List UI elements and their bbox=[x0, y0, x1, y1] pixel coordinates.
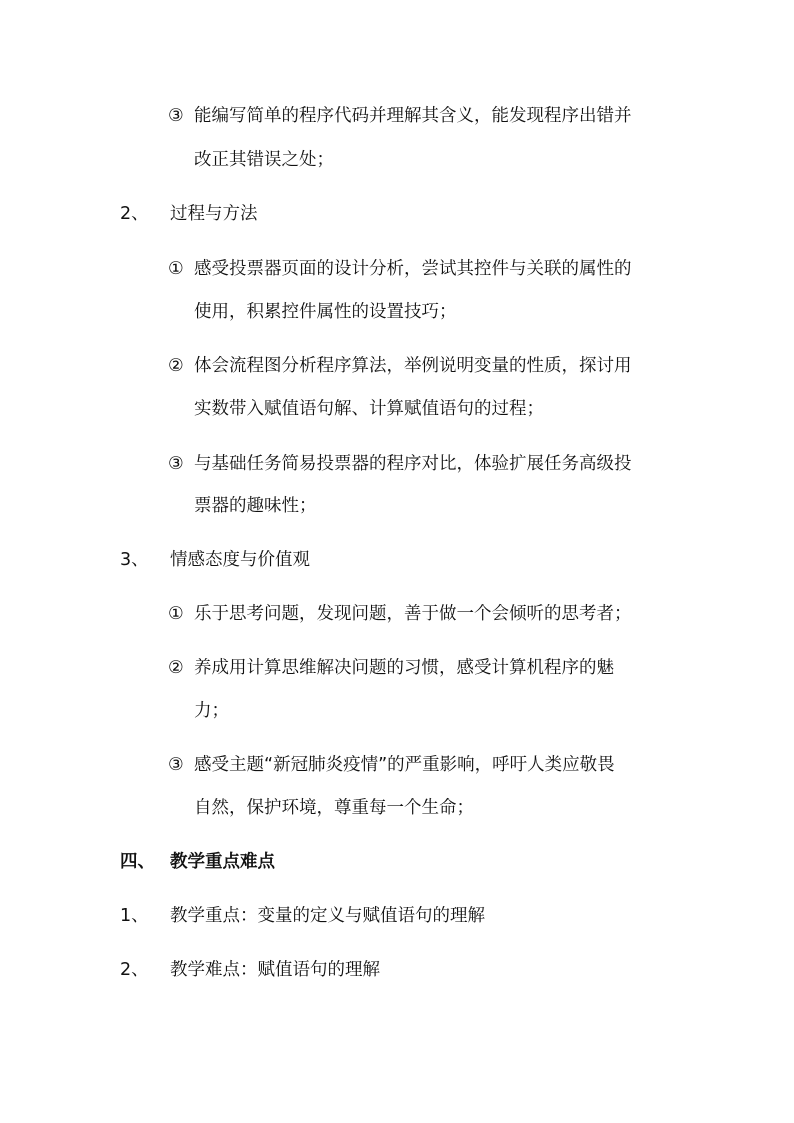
list-item-continuation bbox=[0, 696, 794, 726]
section-number: 2、 bbox=[120, 960, 149, 980]
item-text: 感受投票器页面的设计分析，尝试其控件与关联的属性的 bbox=[194, 259, 632, 279]
item-text: 能编写简单的程序代码并理解其含义，能发现程序出错并 bbox=[194, 106, 632, 126]
item-text: 改正其错误之处； bbox=[194, 150, 334, 170]
item-text: 体会流程图分析程序算法，举例说明变量的性质，探讨用 bbox=[194, 356, 632, 376]
item-marker: ③ bbox=[168, 106, 184, 126]
item-text: 养成用计算思维解决问题的习惯，感受计算机程序的魅 bbox=[194, 658, 614, 678]
section-number: 2、 bbox=[120, 204, 149, 224]
list-item bbox=[0, 351, 794, 381]
item-marker: ③ bbox=[168, 755, 184, 775]
section-heading bbox=[0, 199, 794, 229]
chapter-heading bbox=[0, 847, 794, 877]
list-item-continuation bbox=[0, 297, 794, 327]
chapter-title: 教学重点难点 bbox=[170, 852, 275, 872]
section-title: 过程与方法 bbox=[170, 204, 258, 224]
section-title: 教学难点：赋值语句的理解 bbox=[170, 960, 380, 980]
section-number: 3、 bbox=[120, 550, 149, 570]
item-text: 票器的趣味性； bbox=[194, 496, 317, 516]
list-item bbox=[0, 653, 794, 683]
section-heading bbox=[0, 545, 794, 575]
list-item-continuation bbox=[0, 793, 794, 823]
item-marker: ② bbox=[168, 356, 184, 376]
item-text: 与基础任务简易投票器的程序对比，体验扩展任务高级投 bbox=[194, 454, 632, 474]
item-text: 力； bbox=[194, 701, 229, 721]
item-text: 自然，保护环境，尊重每一个生命； bbox=[194, 798, 474, 818]
item-marker: ② bbox=[168, 658, 184, 678]
list-item-continuation bbox=[0, 491, 794, 521]
section-heading bbox=[0, 901, 794, 931]
item-marker: ③ bbox=[168, 454, 184, 474]
list-item-continuation bbox=[0, 145, 794, 175]
section-title: 情感态度与价值观 bbox=[170, 550, 310, 570]
item-text: 感受主题“新冠肺炎疫情”的严重影响，呼吁人类应敬畏 bbox=[194, 755, 615, 775]
item-marker: ① bbox=[168, 259, 184, 279]
item-marker: ① bbox=[168, 604, 184, 624]
list-item bbox=[0, 599, 794, 629]
list-item bbox=[0, 449, 794, 479]
list-item bbox=[0, 254, 794, 284]
list-item-continuation bbox=[0, 394, 794, 424]
list-item bbox=[0, 101, 794, 131]
list-item bbox=[0, 750, 794, 780]
section-number: 1、 bbox=[120, 906, 149, 926]
section-heading bbox=[0, 955, 794, 985]
item-text: 实数带入赋值语句解、计算赋值语句的过程； bbox=[194, 399, 544, 419]
chapter-number: 四、 bbox=[120, 852, 155, 872]
item-text: 使用，积累控件属性的设置技巧； bbox=[194, 302, 457, 322]
item-text: 乐于思考问题，发现问题，善于做一个会倾听的思考者； bbox=[194, 604, 632, 624]
section-title: 教学重点：变量的定义与赋值语句的理解 bbox=[170, 906, 485, 926]
